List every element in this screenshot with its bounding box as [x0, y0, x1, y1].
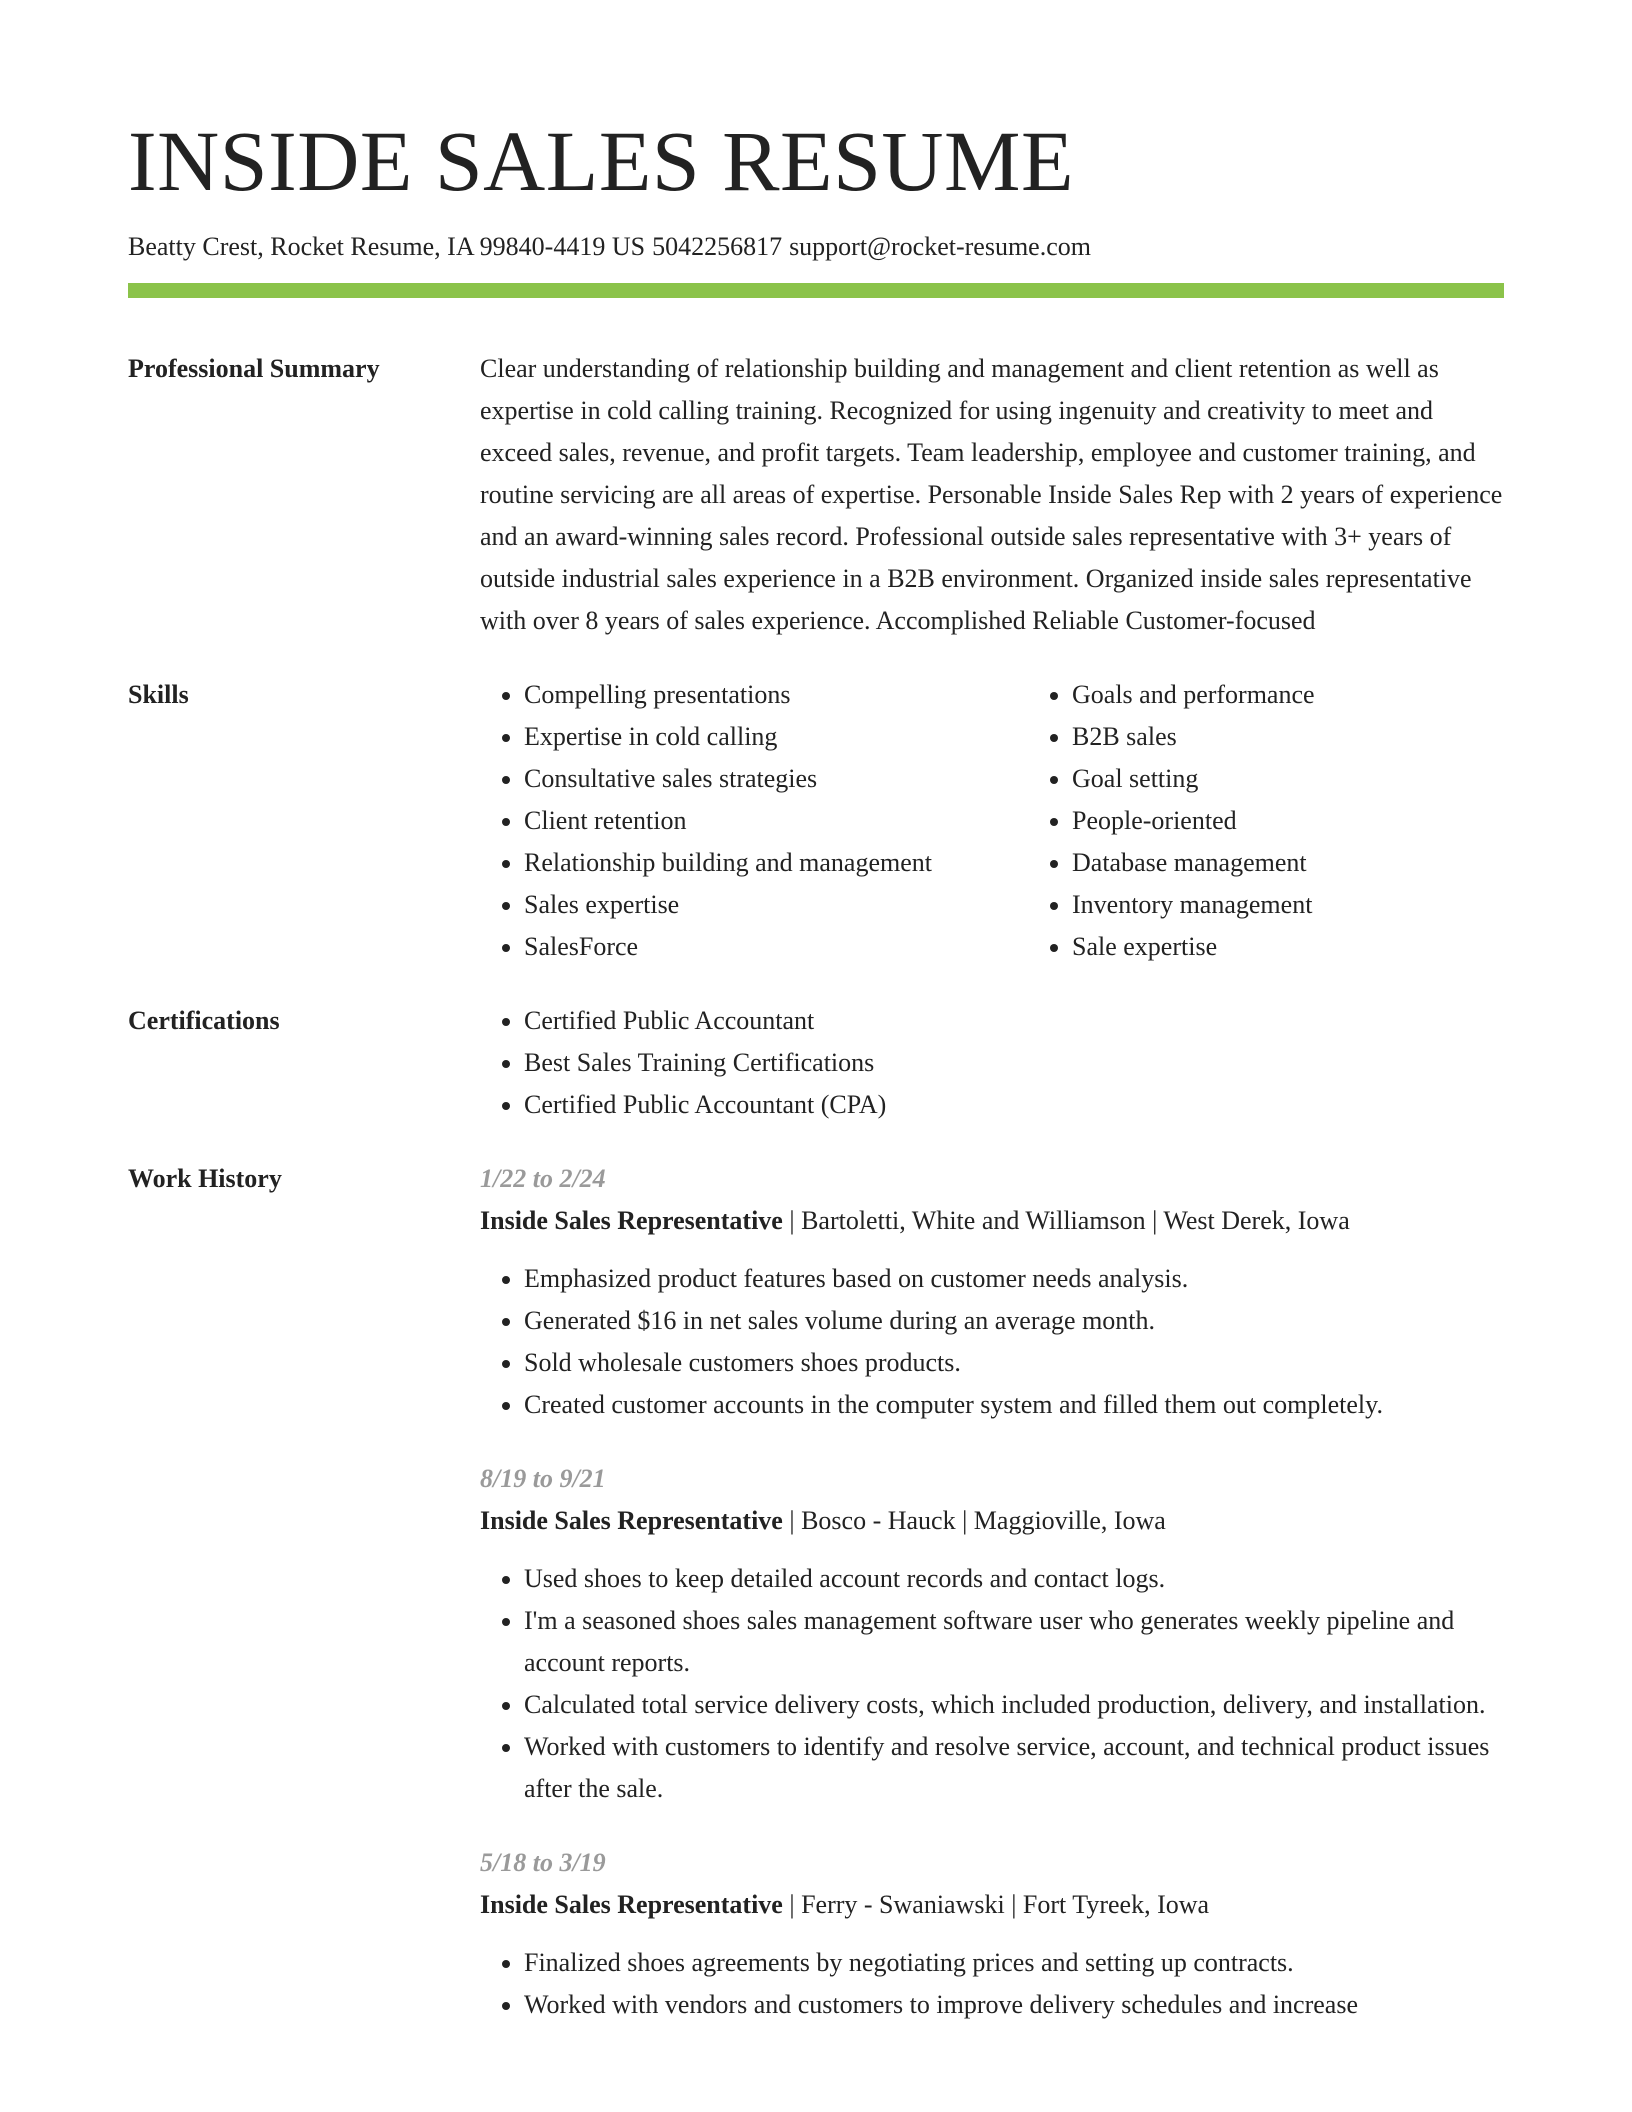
- certifications-body: [480, 1000, 1504, 1126]
- work-history-section: [128, 1158, 1504, 2058]
- skill-item: • SalesForce: [524, 926, 1028, 968]
- job-title-line: [480, 1500, 1504, 1542]
- job-title: Inside Sales Representative: [480, 1889, 783, 1919]
- skill-item: • Consultative sales strategies: [524, 758, 1028, 800]
- skill-item: • Expertise in cold calling: [524, 716, 1028, 758]
- job-bullet: • Finalized shoes agreements by negotiating prices and setting up contracts.: [524, 1942, 1504, 1984]
- skill-item: • Inventory management: [1072, 884, 1504, 926]
- contact-phone: 5042256817: [652, 232, 783, 261]
- job-bullet: • Worked with customers to identify and resolve service, account, and technical product issues after the sale.: [524, 1726, 1504, 1810]
- section-label-work-history: Work History: [128, 1163, 282, 1193]
- section-label-skills: Skills: [128, 679, 189, 709]
- certification-item: • Best Sales Training Certifications: [524, 1042, 1504, 1084]
- job-bullet: • Worked with vendors and customers to improve delivery schedules and increase: [524, 1984, 1504, 2026]
- skill-item: • Sales expertise: [524, 884, 1028, 926]
- job-entry: [480, 1158, 1504, 1426]
- job-dates: 5/18 to 3/19: [480, 1847, 606, 1877]
- resume-title: INSIDE SALES RESUME: [128, 113, 1075, 209]
- certification-item: • Certified Public Accountant: [524, 1000, 1504, 1042]
- job-dates: 8/19 to 9/21: [480, 1463, 606, 1493]
- section-label-summary: Professional Summary: [128, 353, 380, 383]
- work-history-body: [480, 1158, 1504, 2058]
- job-bullet: • Calculated total service delivery costs, which included production, delivery, and installation.: [524, 1684, 1504, 1726]
- job-bullet: • I'm a seasoned shoes sales management software user who generates weekly pipeline and account reports.: [524, 1600, 1504, 1684]
- certifications-section: [128, 1000, 1504, 1126]
- skills-column-2: [1028, 674, 1504, 968]
- job-title-line: [480, 1200, 1504, 1242]
- skill-item: • People-oriented: [1072, 800, 1504, 842]
- job-entry: [480, 1458, 1504, 1810]
- certification-item: • Certified Public Accountant (CPA): [524, 1084, 1504, 1126]
- job-bullets: [480, 1942, 1504, 2026]
- summary-text: Clear understanding of relationship building and management and client retention as well as expertise in cold calling training. Recognized for using ingenuity and creativity to meet and exceed sales, revenue, and profit targets. Team leadership, employee and customer training, and routine servicing are all areas of expertise. Personable Inside Sales Rep with 2 years of experience and an award-winning sales record. Professional outside sales representative with 3+ years of outside industrial sales experience in a B2B environment. Organized inside sales representative with over 8 years of sales experience. Accomplished Reliable Customer-focused: [480, 353, 1503, 635]
- skill-item: • Goal setting: [1072, 758, 1504, 800]
- job-company-location: | Ferry - Swaniawski | Fort Tyreek, Iowa: [782, 1889, 1210, 1919]
- certifications-list: [480, 1000, 1504, 1126]
- skill-item: • B2B sales: [1072, 716, 1504, 758]
- skill-item: • Sale expertise: [1072, 926, 1504, 968]
- section-label-certifications: Certifications: [128, 1005, 280, 1035]
- skills-list: [480, 674, 1504, 968]
- skill-item: • Relationship building and management: [524, 842, 1028, 884]
- professional-summary-section: [128, 348, 1504, 642]
- skills-column-1: [480, 674, 1028, 968]
- job-title-line: [480, 1884, 1504, 1926]
- job-bullets: [480, 1558, 1504, 1810]
- job-title: Inside Sales Representative: [480, 1505, 783, 1535]
- skill-item: • Compelling presentations: [524, 674, 1028, 716]
- job-dates: 1/22 to 2/24: [480, 1163, 606, 1193]
- job-bullet: • Used shoes to keep detailed account records and contact logs.: [524, 1558, 1504, 1600]
- job-bullet: • Generated $16 in net sales volume during an average month.: [524, 1300, 1504, 1342]
- job-title: Inside Sales Representative: [480, 1205, 783, 1235]
- contact-email: support@rocket-resume.com: [789, 232, 1091, 261]
- contact-line: [128, 230, 1504, 264]
- skill-item: • Database management: [1072, 842, 1504, 884]
- job-bullet: • Emphasized product features based on customer needs analysis.: [524, 1258, 1504, 1300]
- job-company-location: | Bartoletti, White and Williamson | West Derek, Iowa: [782, 1205, 1350, 1235]
- skill-item: • Client retention: [524, 800, 1028, 842]
- job-bullets: [480, 1258, 1504, 1426]
- skills-section: [128, 674, 1504, 968]
- header-divider: [128, 283, 1504, 298]
- skill-item: • Goals and performance: [1072, 674, 1504, 716]
- job-entry: [480, 1842, 1504, 2026]
- contact-address: Beatty Crest, Rocket Resume, IA 99840-4419 US: [128, 232, 646, 261]
- job-bullet: • Created customer accounts in the computer system and filled them out completely.: [524, 1384, 1504, 1426]
- job-bullet: • Sold wholesale customers shoes products.: [524, 1342, 1504, 1384]
- job-company-location: | Bosco - Hauck | Maggioville, Iowa: [782, 1505, 1166, 1535]
